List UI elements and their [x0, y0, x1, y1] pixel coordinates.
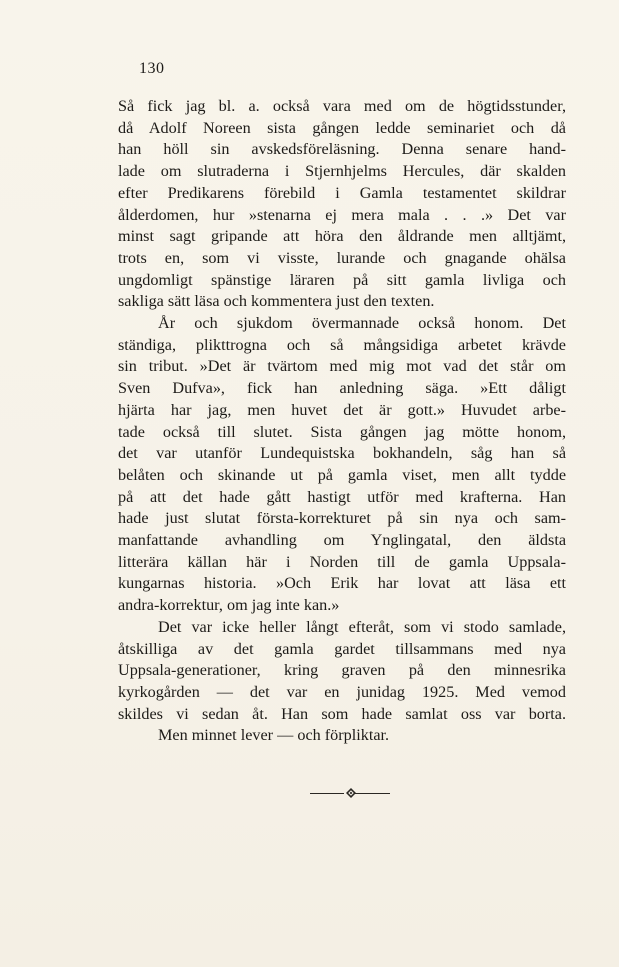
text-line: minst sagt gripande att höra den åldrande men alltjämt, [118, 227, 566, 246]
text-line: Sven Dufva», fick han anledning säga. »Ett dåligt [118, 379, 566, 398]
text-line: åtskilliga av det gamla gardet tillsammans med nya [118, 639, 566, 658]
text-line: efter Predikarens förebild i Gamla testamentet skildrar [118, 183, 566, 202]
text-line: sin tribut. »Det är tvärtom med mig mot vad det står om [118, 357, 566, 376]
text-line: hjärta har jag, men huvet det är gott.» Huvudet arbe- [118, 400, 566, 419]
text-line: manfattande avhandling om Ynglingatal, den äldsta [118, 531, 566, 550]
text-line: trots en, som vi visste, lurande och gnagande ohälsa [118, 248, 566, 267]
text-line: hade just slutat första-korrekturet på sin nya och sam- [118, 509, 566, 528]
section-end-ornament [310, 788, 390, 800]
body-text [118, 96, 566, 747]
text-line: Så fick jag bl. a. också vara med om de högtidsstunder, [118, 97, 566, 115]
text-line: belåten och skinande ut på gamla viset, men allt tydde [118, 465, 566, 484]
text-line: tade också till slutet. Sista gången jag mötte honom, [118, 422, 566, 441]
text-line: litterära källan här i Norden till de gamla Uppsala- [118, 552, 566, 571]
text-line: kungarnas historia. »Och Erik har lovat att läsa ett [118, 574, 566, 593]
text-line: ungdomligt spänstige läraren på sitt gamla livliga och [118, 270, 566, 289]
text-line: lade om slutraderna i Stjernhjelms Hercules, där skalden [118, 162, 566, 181]
text-line: skildes vi sedan åt. Han som hade samlat oss var borta. [118, 704, 566, 723]
text-line: ålderdomen, hur »stenarna ej mera mala . . .» Det var [118, 205, 566, 224]
text-line: han höll sin avskedsföreläsning. Denna senare hand- [118, 140, 566, 159]
text-line: Men minnet lever — och förpliktar. [158, 726, 390, 745]
ornament-rule-left [310, 793, 344, 794]
text-line: då Adolf Noreen sista gången ledde seminariet och då [118, 118, 566, 137]
text-line: andra-korrektur, om jag inte kan.» [118, 596, 340, 615]
text-line: kyrkogården — det var en junidag 1925. Med vemod [118, 682, 566, 701]
page-number: 130 [139, 60, 165, 77]
text-line: det var utanför Lundequistska bokhandeln, såg han så [118, 444, 566, 463]
text-line: ständiga, plikttrogna och så mångsidiga arbetet krävde [118, 335, 566, 354]
text-line: sakliga sätt läsa och kommentera just den texten. [118, 292, 435, 311]
text-line: på att det hade gått hastigt utför med krafterna. Han [118, 487, 566, 506]
text-line: År och sjukdom övermannade också honom. Det [158, 314, 566, 333]
text-line: Uppsala-generationer, kring graven på den minnesrika [118, 661, 566, 680]
ornament-rule-right [354, 793, 390, 794]
text-line: Det var icke heller långt efteråt, som vi stodo samlade, [158, 617, 566, 636]
